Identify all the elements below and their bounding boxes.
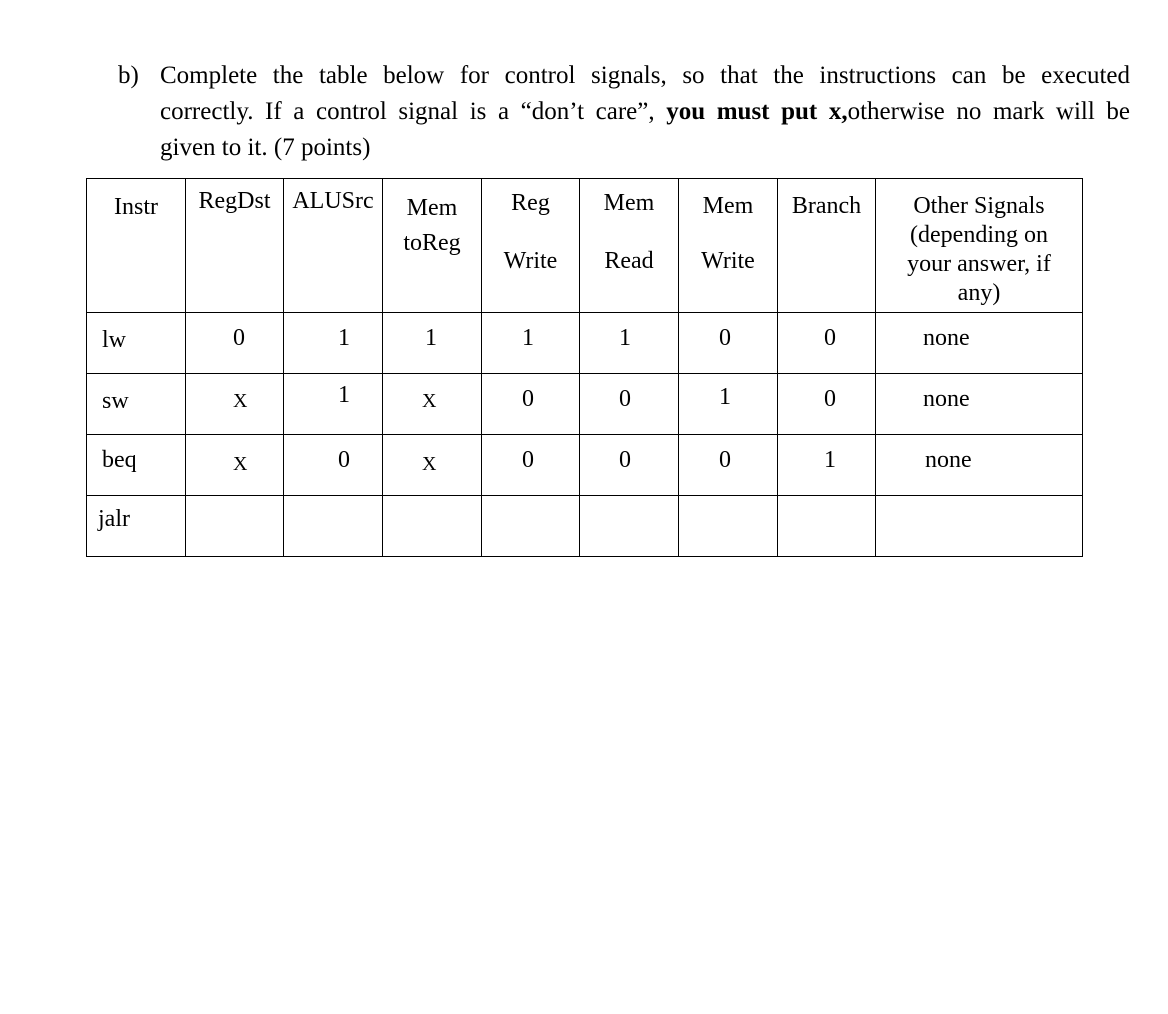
cell-value: none bbox=[925, 447, 972, 473]
cell-regdst[interactable] bbox=[186, 496, 284, 557]
cell-regdst[interactable] bbox=[186, 313, 284, 374]
header-memtoreg-label-1: Mem bbox=[406, 195, 458, 221]
cell-memwrite[interactable] bbox=[679, 374, 778, 435]
header-regwrite-label-2: Write bbox=[503, 248, 558, 274]
cell-regdst[interactable] bbox=[186, 374, 284, 435]
cell-value: X bbox=[233, 453, 248, 475]
cell-branch[interactable] bbox=[778, 496, 876, 557]
cell-memtoreg[interactable] bbox=[383, 374, 482, 435]
header-memread bbox=[580, 179, 679, 313]
cell-memtoreg[interactable] bbox=[383, 435, 482, 496]
cell-regwrite[interactable] bbox=[482, 374, 580, 435]
cell-value: X bbox=[233, 390, 248, 412]
cell-memtoreg[interactable] bbox=[383, 496, 482, 557]
header-regwrite bbox=[482, 179, 580, 313]
cell-value: 1 bbox=[719, 384, 731, 410]
cell-alusrc[interactable] bbox=[284, 435, 383, 496]
cell-value: 0 bbox=[619, 386, 631, 412]
cell-memread[interactable] bbox=[580, 313, 679, 374]
header-regwrite-label-1: Reg bbox=[511, 190, 550, 216]
cell-alusrc[interactable] bbox=[284, 374, 383, 435]
cell-regwrite[interactable] bbox=[482, 313, 580, 374]
cell-value: none bbox=[923, 386, 970, 412]
question-body bbox=[160, 58, 1130, 166]
table-row bbox=[87, 374, 1083, 435]
header-other-signals bbox=[876, 179, 1083, 313]
cell-value: 1 bbox=[824, 447, 836, 473]
cell-value: 1 bbox=[425, 325, 437, 351]
cell-value: 1 bbox=[619, 325, 631, 351]
cell-instr bbox=[87, 496, 186, 557]
cell-branch[interactable] bbox=[778, 313, 876, 374]
cell-memwrite[interactable] bbox=[679, 435, 778, 496]
cell-value: none bbox=[923, 325, 970, 351]
cell-value: 0 bbox=[522, 447, 534, 473]
cell-value: 0 bbox=[338, 447, 350, 473]
header-memwrite-label-2: Write bbox=[701, 248, 755, 274]
instr-label: lw bbox=[102, 327, 126, 353]
cell-branch[interactable] bbox=[778, 435, 876, 496]
cell-memtoreg[interactable] bbox=[383, 313, 482, 374]
cell-value: 1 bbox=[522, 325, 534, 351]
cell-regwrite[interactable] bbox=[482, 435, 580, 496]
cell-other[interactable] bbox=[876, 313, 1083, 374]
header-memtoreg bbox=[383, 179, 482, 313]
cell-other[interactable] bbox=[876, 374, 1083, 435]
cell-value: 0 bbox=[824, 325, 836, 351]
cell-value: 0 bbox=[233, 325, 245, 351]
question-line-1: Complete the table below for control signals, so that the instructions can be executed bbox=[160, 62, 1130, 89]
cell-alusrc[interactable] bbox=[284, 313, 383, 374]
table-row bbox=[87, 435, 1083, 496]
header-memread-label-1: Mem bbox=[603, 190, 655, 216]
header-alusrc-label: ALUSrc bbox=[292, 188, 374, 214]
question-label: b) bbox=[118, 62, 139, 89]
cell-value: 0 bbox=[619, 447, 631, 473]
question-line-3: given to it. (7 points) bbox=[160, 134, 371, 161]
header-instr-label: Instr bbox=[114, 194, 158, 220]
question-line-2-end: otherwise no mark will be bbox=[847, 98, 1130, 125]
cell-memwrite[interactable] bbox=[679, 313, 778, 374]
header-regdst-label: RegDst bbox=[198, 188, 271, 214]
cell-branch[interactable] bbox=[778, 374, 876, 435]
cell-memwrite[interactable] bbox=[679, 496, 778, 557]
cell-other[interactable] bbox=[876, 496, 1083, 557]
header-branch-label: Branch bbox=[791, 193, 862, 219]
cell-value: X bbox=[422, 390, 437, 412]
instr-label: sw bbox=[102, 388, 129, 414]
header-regdst bbox=[186, 179, 284, 313]
table-row bbox=[87, 313, 1083, 374]
cell-alusrc[interactable] bbox=[284, 496, 383, 557]
cell-instr bbox=[87, 435, 186, 496]
cell-value: 0 bbox=[719, 447, 731, 473]
control-signals-table bbox=[86, 178, 1083, 557]
table-row bbox=[87, 496, 1083, 557]
header-memread-label-2: Read bbox=[604, 248, 654, 274]
cell-memread[interactable] bbox=[580, 435, 679, 496]
cell-value: 0 bbox=[824, 386, 836, 412]
cell-regwrite[interactable] bbox=[482, 496, 580, 557]
cell-other[interactable] bbox=[876, 435, 1083, 496]
header-branch bbox=[778, 179, 876, 313]
header-alusrc bbox=[284, 179, 383, 313]
header-other-label-1: Other Signals bbox=[913, 193, 1045, 219]
cell-value: 0 bbox=[522, 386, 534, 412]
cell-regdst[interactable] bbox=[186, 435, 284, 496]
header-other-label-2: (depending on bbox=[910, 222, 1048, 248]
cell-memread[interactable] bbox=[580, 374, 679, 435]
question-line-2-start: correctly. If a control signal is a “don’t care”, bbox=[160, 98, 655, 125]
cell-value: 1 bbox=[338, 325, 350, 351]
header-other-label-3: your answer, if bbox=[907, 251, 1051, 277]
instr-label: jalr bbox=[98, 506, 130, 532]
header-row bbox=[87, 179, 1083, 313]
cell-value: X bbox=[422, 453, 437, 475]
header-memwrite bbox=[679, 179, 778, 313]
instr-label: beq bbox=[102, 447, 137, 473]
header-memwrite-label-1: Mem bbox=[702, 193, 754, 219]
cell-instr bbox=[87, 313, 186, 374]
header-other-label-4: any) bbox=[957, 280, 1001, 306]
question-text bbox=[118, 58, 1130, 166]
question-emphasis: you must put x, bbox=[666, 98, 848, 125]
header-instr bbox=[87, 179, 186, 313]
question-line-2 bbox=[160, 94, 1130, 130]
cell-instr bbox=[87, 374, 186, 435]
header-memtoreg-label-2: toReg bbox=[403, 230, 461, 256]
cell-memread[interactable] bbox=[580, 496, 679, 557]
cell-value: 1 bbox=[338, 382, 350, 408]
cell-value: 0 bbox=[719, 325, 731, 351]
